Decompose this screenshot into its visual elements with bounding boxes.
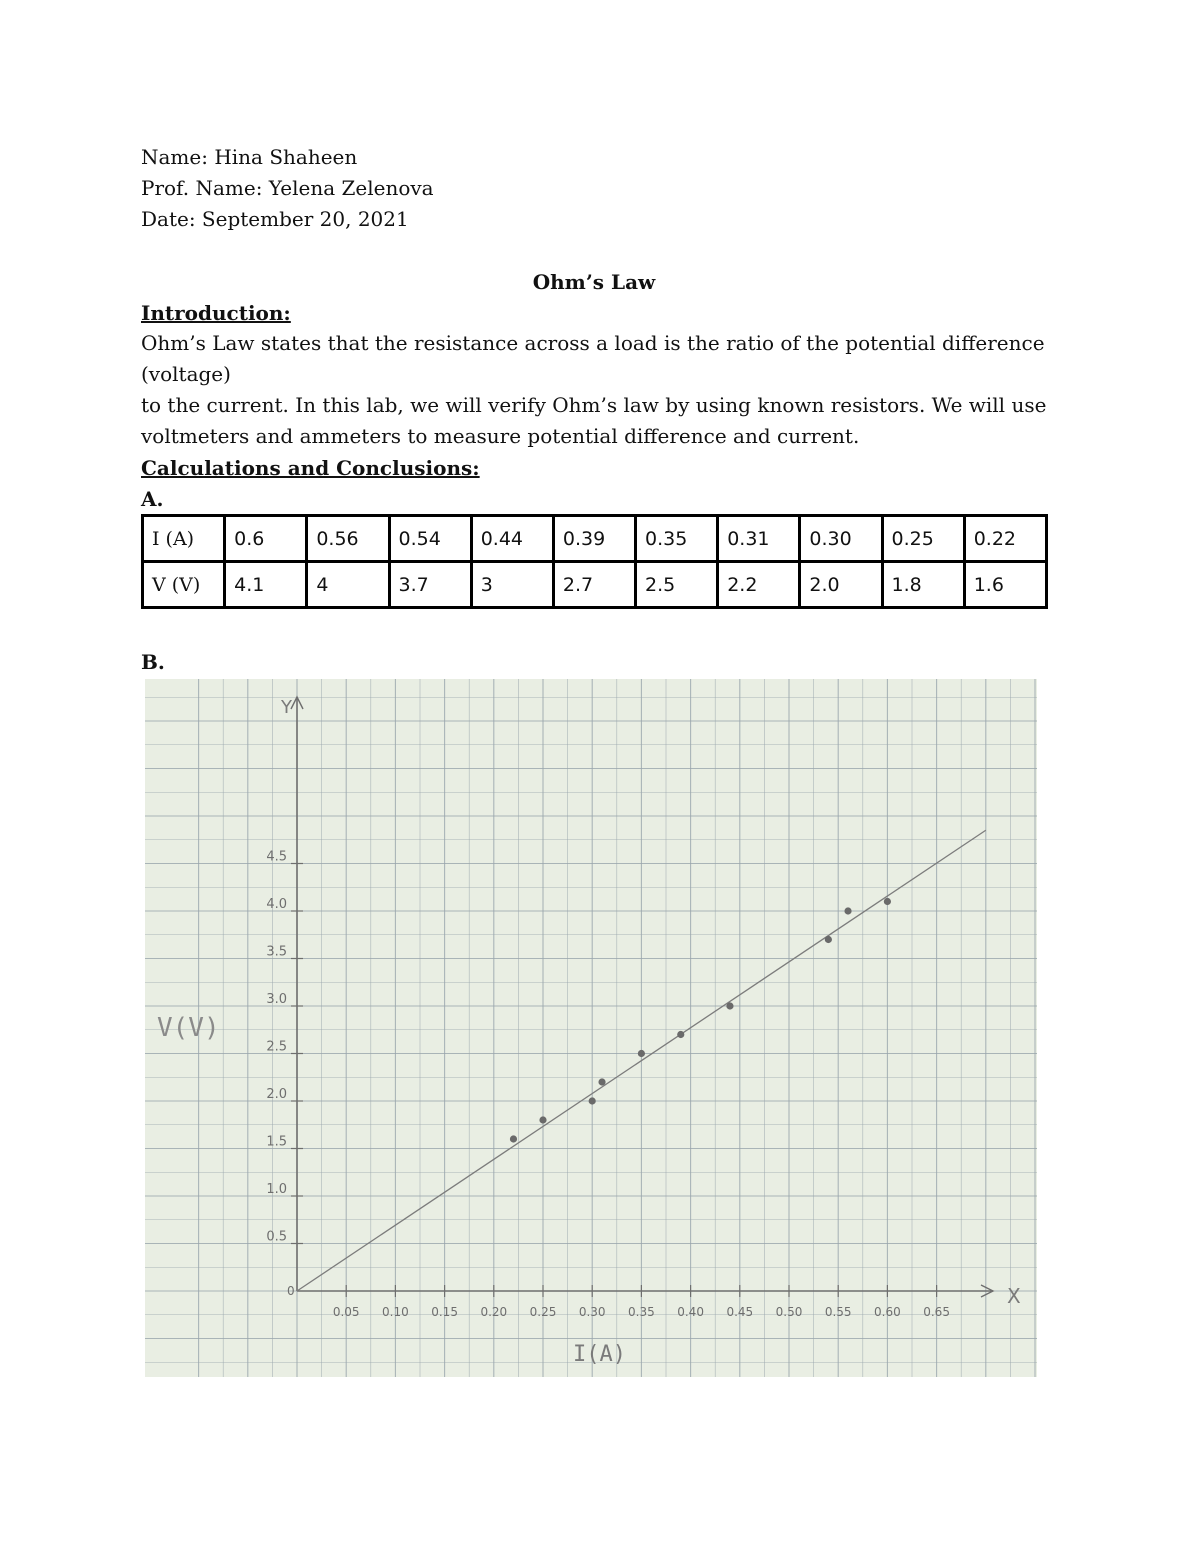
measurements-table <box>141 514 1048 609</box>
voltage-cell: 2.0 <box>800 562 882 608</box>
current-cell: 0.56 <box>307 516 389 562</box>
y-tick-label: 2.0 <box>266 1087 287 1102</box>
data-point <box>598 1078 605 1085</box>
y-tick-label: 3.5 <box>266 944 287 960</box>
x-tick-label: 0.55 <box>824 1305 852 1319</box>
y-tick-label: 4.0 <box>266 897 287 912</box>
voltage-cell: 2.5 <box>636 562 718 608</box>
origin-label: 0 <box>287 1284 295 1298</box>
voltage-cell: 2.2 <box>718 562 800 608</box>
y-tick-label: 2.5 <box>266 1039 287 1055</box>
y-tick-label: 4.5 <box>266 849 287 865</box>
student-name: Name: Hina Shaheen <box>141 145 358 169</box>
current-cell: 0.22 <box>964 516 1046 562</box>
introduction-text <box>141 328 1071 452</box>
x-tick-label: 0.40 <box>677 1305 704 1319</box>
data-point <box>510 1135 517 1142</box>
x-tick-label: 0.65 <box>923 1305 950 1319</box>
x-tick-label: 0.10 <box>382 1305 409 1319</box>
introduction-line: voltmeters and ammeters to measure potential difference and current. <box>141 424 860 448</box>
current-row <box>143 516 1047 562</box>
y-tick-label: 1.5 <box>266 1134 287 1150</box>
x-tick-label: 0.30 <box>578 1305 606 1319</box>
current-cell: 0.6 <box>225 516 307 562</box>
current-cell: 0.54 <box>389 516 471 562</box>
voltage-cell: 2.7 <box>553 562 635 608</box>
voltage-cell: 3 <box>471 562 553 608</box>
current-cell: 0.44 <box>471 516 553 562</box>
x-tick-label: 0.35 <box>628 1305 655 1319</box>
current-cell: 0.35 <box>636 516 718 562</box>
voltage-cell: 4.1 <box>225 562 307 608</box>
x-tick-label: 0.60 <box>874 1305 901 1319</box>
graph-paper <box>145 679 1037 1377</box>
current-cell: 0.25 <box>882 516 964 562</box>
y-tick-label: 1.0 <box>266 1182 287 1197</box>
x-axis-label: I(A) <box>573 1342 626 1367</box>
y-tick-label: 0.5 <box>266 1229 287 1245</box>
part-b-label: B. <box>141 650 165 674</box>
row-label-current: I (A) <box>143 516 225 562</box>
voltage-cell: 4 <box>307 562 389 608</box>
x-tick-label: 0.25 <box>529 1305 557 1319</box>
data-point <box>589 1097 596 1104</box>
voltage-row <box>143 562 1047 608</box>
voltage-cell: 1.6 <box>964 562 1046 608</box>
voltage-cell: 3.7 <box>389 562 471 608</box>
x-tick-label: 0.05 <box>332 1305 360 1319</box>
professor-name: Prof. Name: Yelena Zelenova <box>141 176 434 200</box>
data-point <box>677 1031 684 1038</box>
data-point <box>884 898 891 905</box>
introduction-heading: Introduction: <box>141 301 291 325</box>
calculations-heading: Calculations and Conclusions: <box>141 456 480 480</box>
data-point <box>539 1116 546 1123</box>
graph-paper-plot <box>145 679 1037 1377</box>
data-point <box>825 936 832 943</box>
data-point <box>726 1002 733 1009</box>
document-title: Ohm’s Law <box>532 270 656 294</box>
x-axis-tag: X <box>1007 1284 1021 1308</box>
x-tick-label: 0.50 <box>775 1305 803 1319</box>
data-point <box>844 907 851 914</box>
x-tick-label: 0.45 <box>726 1305 754 1319</box>
voltage-cell: 1.8 <box>882 562 964 608</box>
x-tick-label: 0.20 <box>480 1305 508 1319</box>
report-date: Date: September 20, 2021 <box>141 207 409 231</box>
introduction-line: Ohm’s Law states that the resistance across a load is the ratio of the potential difference (voltage) <box>141 331 1045 386</box>
current-cell: 0.30 <box>800 516 882 562</box>
part-a-label: A. <box>141 487 164 511</box>
current-cell: 0.39 <box>553 516 635 562</box>
y-axis-label: V(V) <box>157 1013 220 1043</box>
row-label-voltage: V (V) <box>143 562 225 608</box>
current-cell: 0.31 <box>718 516 800 562</box>
data-point <box>638 1050 645 1057</box>
y-tick-label: 3.0 <box>266 992 287 1007</box>
introduction-line: to the current. In this lab, we will verify Ohm’s law by using known resistors. We will use <box>141 393 1047 417</box>
x-tick-label: 0.15 <box>431 1305 458 1319</box>
y-axis-tag: Y <box>281 697 292 718</box>
